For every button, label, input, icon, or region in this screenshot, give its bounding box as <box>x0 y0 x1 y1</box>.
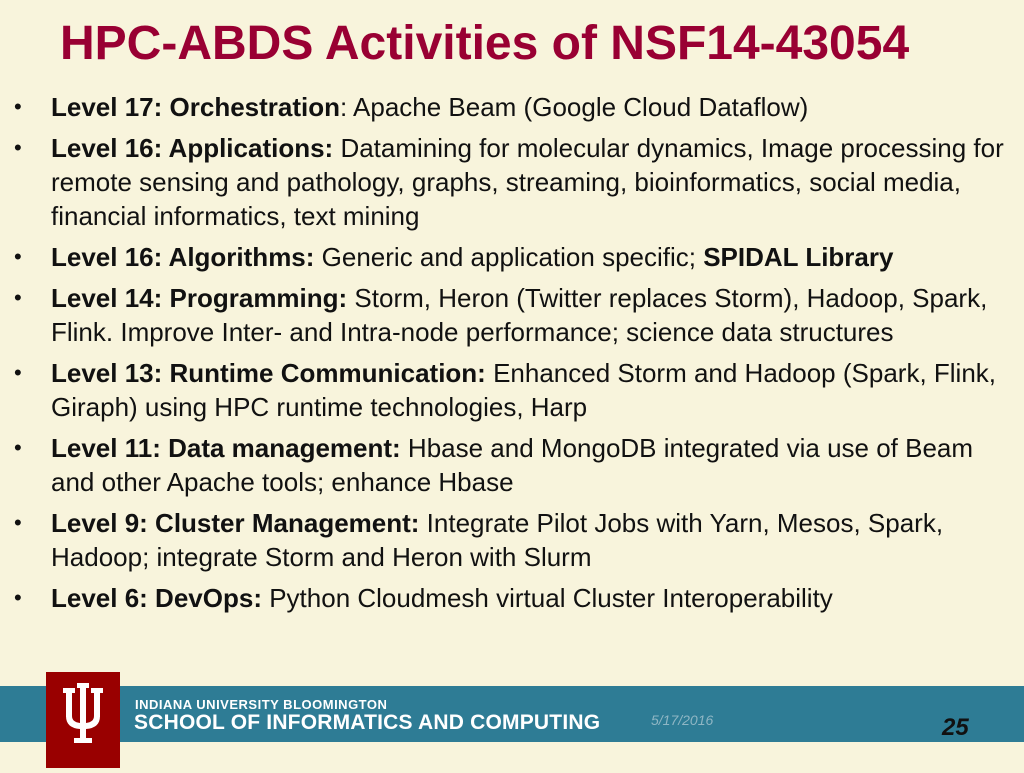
school-name: SCHOOL OF INFORMATICS AND COMPUTING <box>134 711 601 734</box>
bullet-item-runtime-communication <box>0 356 1024 424</box>
bullet-text: Datamining for molecular dynamics, Image processing for remote sensing and pathology, graphs, streaming, bioinformatics, social media, financial informatics, text mining <box>51 133 1004 231</box>
bullet-label: Level 11: Data management: <box>51 433 401 463</box>
bullet-dot: • <box>14 360 22 385</box>
iu-logo <box>46 672 120 768</box>
bullet-text: Python Cloudmesh virtual Cluster Interoperability <box>261 583 833 613</box>
bullet-label: Level 14: Programming: <box>51 283 348 313</box>
bullet-dot: • <box>14 244 22 269</box>
bullet-label: Level 17: Orchestration <box>51 92 340 122</box>
page-number: 25 <box>942 714 969 741</box>
bullet-item-applications <box>0 131 1024 233</box>
bullet-item-algorithms <box>0 240 1024 274</box>
bullet-label: Level 13: Runtime Communication: <box>51 358 486 388</box>
bullet-dot: • <box>14 435 22 460</box>
bullet-item-data-management <box>0 431 1024 499</box>
bullet-dot: • <box>14 510 22 535</box>
bullet-item-devops <box>0 581 1024 615</box>
university-name: INDIANA UNIVERSITY BLOOMINGTON <box>135 697 388 712</box>
bullet-item-programming <box>0 281 1024 349</box>
bullet-text: Storm, Heron (Twitter replaces Storm), Hadoop, Spark, Flink. Improve Inter- and Intra-node performance; science data structures <box>51 283 988 347</box>
bullet-text: Enhanced Storm and Hadoop (Spark, Flink, Giraph) using HPC runtime technologies, Harp <box>51 358 997 422</box>
slide-date: 5/17/2016 <box>651 712 714 728</box>
bullet-list <box>0 90 1024 622</box>
bullet-item-orchestration <box>0 90 1024 124</box>
iu-trident-icon <box>46 672 120 768</box>
bullet-dot: • <box>14 585 22 610</box>
slide-title: HPC-ABDS Activities of NSF14-43054 <box>60 17 910 70</box>
bullet-label: Level 6: DevOps: <box>51 583 262 613</box>
bullet-text: Integrate Pilot Jobs with Yarn, Mesos, Spark, Hadoop; integrate Storm and Heron with Slurm <box>51 508 944 572</box>
bullet-dot: • <box>14 94 22 119</box>
bullet-text: Hbase and MongoDB integrated via use of Beam and other Apache tools; enhance Hbase <box>51 433 974 497</box>
footer-bottom-strip <box>0 742 1024 768</box>
bullet-label: Level 9: Cluster Management: <box>51 508 420 538</box>
bullet-item-cluster-management <box>0 506 1024 574</box>
bullet-emphasis: SPIDAL Library <box>703 242 894 272</box>
bullet-dot: • <box>14 285 22 310</box>
bullet-label: Level 16: Applications: <box>51 133 334 163</box>
bullet-label: Level 16: Algorithms: <box>51 242 315 272</box>
bullet-text: Generic and application specific; <box>314 242 704 272</box>
bullet-text: : Apache Beam (Google Cloud Dataflow) <box>340 92 809 122</box>
bullet-dot: • <box>14 135 22 160</box>
